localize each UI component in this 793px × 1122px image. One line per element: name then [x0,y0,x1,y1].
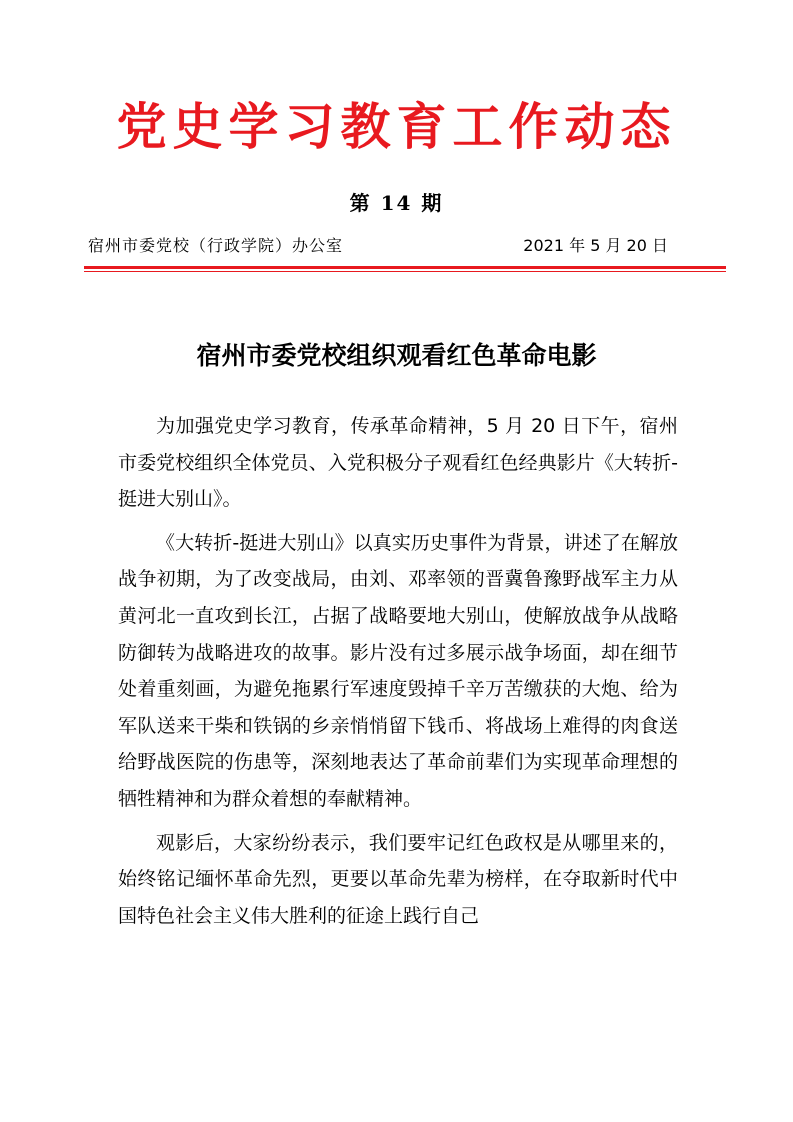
header-meta-row [88,232,668,260]
masthead-title: 党史学习教育工作动态 [116,97,677,156]
header-divider-thin [84,271,726,272]
article-paragraph-1: 为加强党史学习教育，传承革命精神，5 月 20 日下午，宿州市委党校组织全体党员、入党积极分子观看红色经典影片《大转折-挺进大别山》。 [118,415,678,511]
article-paragraph-2: 《大转折-挺进大别山》以真实历史事件为背景，讲述了在解放战争初期，为了改变战局，由刘、邓率领的晋冀鲁豫野战军主力从黄河北一直攻到长江，占据了战略要地大别山，使解放战争从战略防御转为战略进攻的故事。影片没有过多展示战争场面，却在细节处着重刻画，为避免拖累行军速度毁掉千辛万苦缴获的大炮、给为军队送来干柴和铁锅的乡亲悄悄留下钱币、将战场上难得的肉食送给野战医院的伤患等，深刻地表达了革命前辈们为实现革命理想的牺牲精神和为群众着想的奉献精神。 [118,531,678,810]
issue-date: 2021 年 5 月 20 日 [523,236,668,255]
article-title: 宿州市委党校组织观看红色革命电影 [196,341,597,370]
issuing-office: 宿州市委党校（行政学院）办公室 [88,236,344,255]
header-divider-thick [84,266,726,269]
article-paragraph-3: 观影后，大家纷纷表示，我们要牢记红色政权是从哪里来的，始终铭记缅怀革命先烈，更要以革命先辈为榜样，在夺取新时代中国特色社会主义伟大胜利的征途上践行自己 [118,831,678,927]
article-body [118,408,678,941]
issue-number: 第 14 期 [349,191,444,215]
